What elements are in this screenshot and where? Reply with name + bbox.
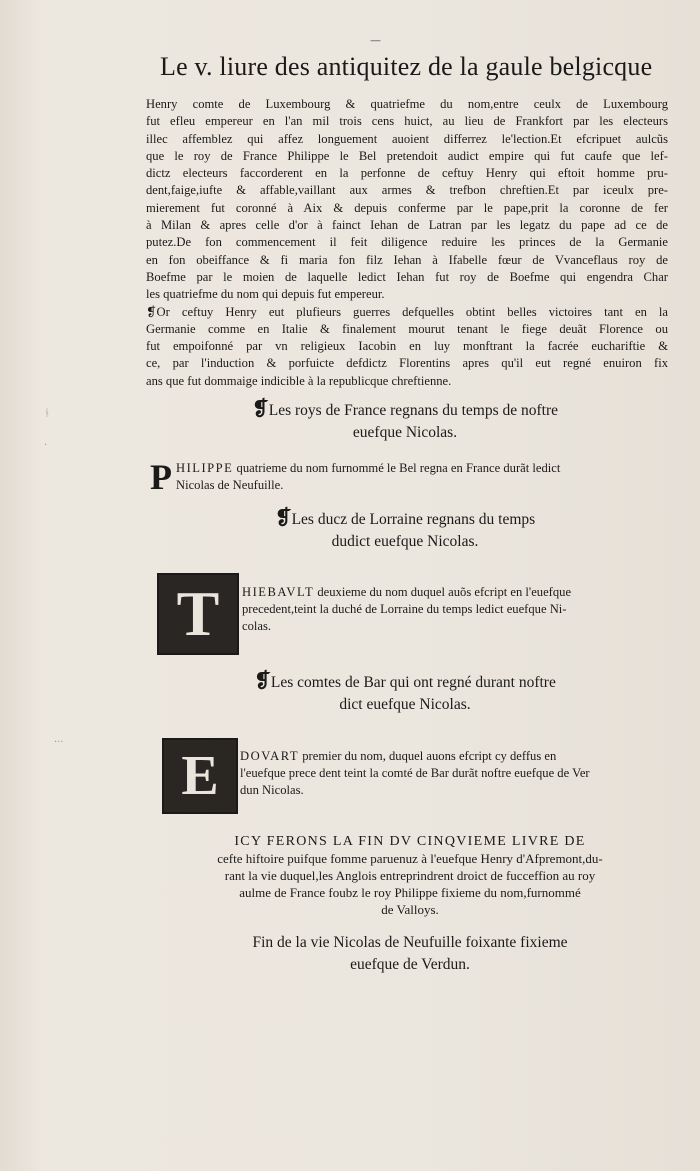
paragraph2-line: fut empoifonné par vn religieux Iacobin en luy monftrant la facrée euchariftie & (146, 339, 668, 354)
paragraph1-line: que le roy de France Philippe le Bel pretendoit audict empire qui fut caufe que lef- (146, 148, 668, 163)
heading-dukes-of-lorraine: ❡Les ducz de Lorraine regnans du temps dudict euefque Nicolas. (274, 507, 536, 550)
heading-kings-of-france: ❡Les roys de France regnans du temps de noftre euefque Nicolas. (251, 398, 558, 441)
pilcrow-icon: ❡ (254, 670, 271, 692)
conclusion-paragraph: ICY FERONS LA FIN DV CINQVIEME LIVRE DE cefte hiftoire puifque fomme paruenuz à l'euefque Henry d'Afpremont,du- rant la vie duquel,les Anglois entreprindrent droict de fucceffion au roy aulme de France foubz le roy Philippe fixieme du nom,furnommé de Valloys. (217, 834, 603, 917)
pilcrow-icon: ❡ (274, 507, 292, 529)
heading-counts-of-bar: ❡Les comtes de Bar qui ont regné durant noftre dict euefque Nicolas. (254, 670, 556, 713)
entry-philippe: P HILIPPE quatrieme du nom furnommé le Bel regna en France durãt ledict Nicolas de Neufuille. (150, 457, 561, 497)
paragraph1-line: Henry comte de Luxembourg & quatriefme du nom,entre ceulx de Luxembourg (146, 97, 668, 111)
fin-closing-heading: Fin de la vie Nicolas de Neufuille foixante fixieme euefque de Verdun. (252, 934, 568, 973)
entry-thiebault: HIEBAVLT deuxieme du nom duquel auõs efcript en l'euefque precedent,teint la duché de Lorraine du temps ledict euefque Ni- colas. (242, 585, 572, 633)
paragraph2-line: Germanie comme en Italie & finalement mourut tenant le fiege deuãt Florence ou (146, 321, 668, 336)
show-through-text (572, 955, 692, 1015)
paragraph1-line: illec affemblez qui affez longuement auoient differrez le'lection.Et efcripuet aulcũs (146, 131, 668, 146)
paragraph1-line: mierement fut coronné à Aix & depuis conferme par le pape,prit la coronne de fer (146, 200, 668, 215)
ornate-initial-e: E (162, 738, 238, 814)
paragraph2-line: ce, par l'induction & porfuicte defdictz Florentins apres qu'il eut regné enuiron fix (146, 356, 668, 371)
running-head: Le v. liure des antiquitez de la gaule belgicque (160, 52, 653, 81)
margin-mark: · (44, 440, 48, 451)
margin-mark: ··· (54, 737, 64, 748)
ornate-initial-t: T (157, 573, 239, 655)
paragraph1-line: en fon obeiffance & fi maria fon filz Iehan à Ifabelle fœur de Vvanceflaus roy de (146, 252, 668, 267)
paragraph1-line: fut efleu empereur en l'an mil trois cens huict, au lieu de Frankfort par les electeurs (146, 114, 668, 129)
paragraph1-line: Boefme par le moien de laquelle ledict Iehan fut roy de Boefme qui engendra Char (146, 269, 668, 284)
paragraph1-line: dictz electeurs faccorderent en la perfonne de ceftuy Henry qui eftoit homme pru- (146, 166, 668, 181)
paragraph-henry (146, 96, 668, 390)
paragraph2-line: ❡Or ceftuy Henry eut plufieurs guerres defquelles obtint belles victoires tant en la (146, 304, 668, 319)
margin-mark: ᚾ (44, 408, 50, 419)
top-mark: — (370, 34, 381, 47)
paragraph1-line: les quatriefme du nom qui depuis fut empereur. (146, 287, 385, 302)
paragraph1-line: à Milan & apres celle d'or à fainct Iehan de Latran par les legatz du pape ad ce de (146, 218, 668, 233)
entry-edouart: DOVART premier du nom, duquel auons efcript cy deffus en l'euefque prece dent teint la comté de Bar durãt noftre euefque de Ver dun Nicolas. (240, 749, 590, 797)
pilcrow-icon: ❡ (251, 398, 269, 420)
paragraph2-line: ans que fut dommaige indicible à la republicque chreftienne. (146, 373, 452, 388)
paragraph1-line: dent,faige,iufte & affable,vaillant aux armes & trefbon chreftien.Et par iceulx pre- (146, 183, 668, 198)
paragraph1-line: putez.De fon commencement il feit diligence reduire les princes de la Germanie (146, 235, 668, 250)
dropcap: P (150, 457, 172, 497)
